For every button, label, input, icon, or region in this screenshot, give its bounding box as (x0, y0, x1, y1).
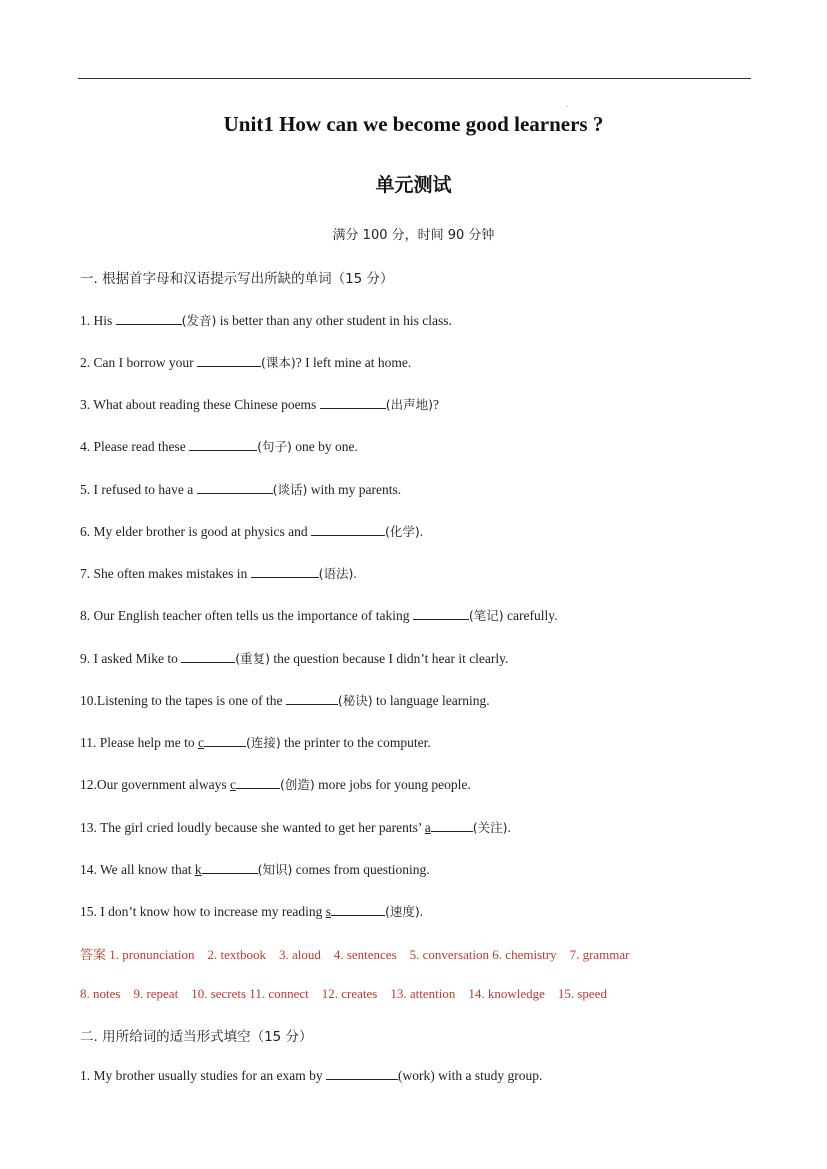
answer-blank[interactable] (431, 819, 473, 832)
answers-line-1: 答案 1. pronunciation 2. textbook 3. aloud 4. sentences 5. conversation 6. chemistry 7. grammar (80, 947, 630, 962)
section2-heading: 二. 用所给词的适当形式填空（15 分） (80, 1029, 313, 1045)
list-item: 1. My brother usually studies for an exam by (work) with a study group. (80, 1068, 543, 1083)
answer-blank[interactable] (311, 523, 385, 536)
section1-heading: 一. 根据首字母和汉语提示写出所缺的单词（15 分） (80, 271, 394, 287)
list-item: 10.Listening to the tapes is one of the (秘诀) to language learning. (80, 693, 490, 708)
answer-blank[interactable] (197, 481, 273, 494)
answer-blank[interactable] (202, 861, 258, 874)
list-item: 6. My elder brother is good at physics and (化学). (80, 524, 424, 539)
answer-blank[interactable] (251, 565, 319, 578)
list-item: 13. The girl cried loudly because she wanted to get her parents’ a (关注). (80, 820, 511, 835)
list-item: 8. Our English teacher often tells us the importance of taking (笔记) carefully. (80, 608, 558, 623)
list-item: 15. I don’t know how to increase my reading s (速度). (80, 904, 424, 919)
list-item: 9. I asked Mike to (重复) the question because I didn’t hear it clearly. (80, 651, 509, 666)
list-item: 7. She often makes mistakes in (语法). (80, 566, 357, 581)
list-item: 2. Can I borrow your (课本)? I left mine at home. (80, 355, 412, 370)
page-subtitle: 单元测试 (375, 174, 452, 196)
answer-blank[interactable] (286, 692, 338, 705)
answers-line-2: 8. notes 9. repeat 10. secrets 11. connect 12. creates 13. attention 14. knowledge 15. speed (80, 986, 607, 1001)
answer-blank[interactable] (331, 903, 385, 916)
page-title: Unit1 How can we become good learners ? (223, 112, 604, 136)
answer-blank[interactable] (116, 312, 182, 325)
answer-blank[interactable] (320, 396, 386, 409)
answer-blank[interactable] (236, 776, 280, 789)
list-item: 3. What about reading these Chinese poems (出声地)? (80, 397, 439, 412)
decorative-dot: . (566, 100, 568, 109)
list-item: 11. Please help me to c (连接) the printer to the computer. (80, 735, 431, 750)
list-item: 14. We all know that k (知识) comes from questioning. (80, 862, 430, 877)
list-item: 4. Please read these (句子) one by one. (80, 439, 358, 454)
answer-blank[interactable] (326, 1067, 398, 1080)
list-item: 1. His (发音) is better than any other student in his class. (80, 313, 452, 328)
answer-blank[interactable] (204, 734, 246, 747)
answer-blank[interactable] (413, 607, 469, 620)
header-rule (78, 78, 751, 79)
score-info: 满分 100 分，时间 90 分钟 (332, 228, 495, 243)
list-item: 12.Our government always c (创造) more jobs for young people. (80, 777, 471, 792)
list-item: 5. I refused to have a (谈话) with my parents. (80, 482, 402, 497)
answer-blank[interactable] (189, 438, 257, 451)
answer-blank[interactable] (181, 650, 235, 663)
answer-blank[interactable] (197, 354, 261, 367)
